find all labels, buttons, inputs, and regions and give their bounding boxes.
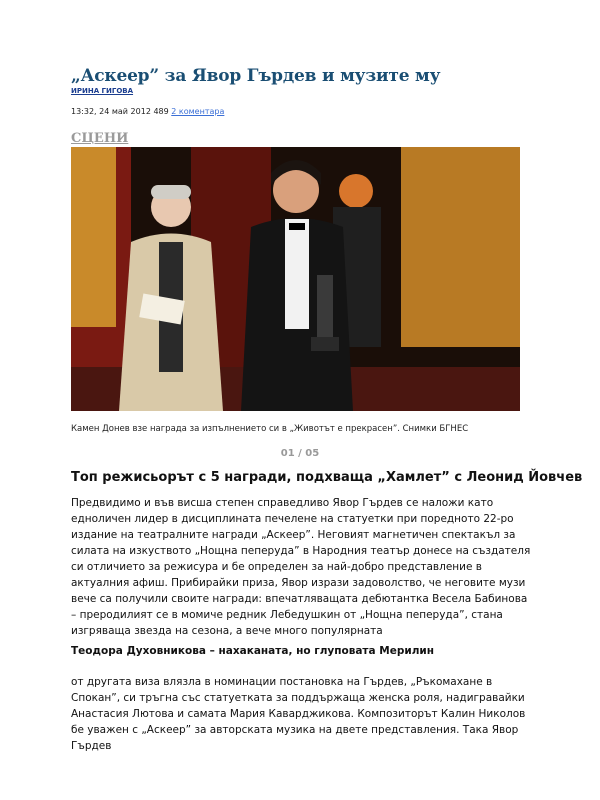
section-link[interactable]: СЦЕНИ	[71, 131, 129, 146]
trophy-statuette	[317, 275, 333, 347]
article-paragraph-2: от другата виза влязла в номинации постановка на Гърдев, „Ръкомахане в Спокан”, си тръгна със статуетката за поддържаща женска роля, надигравайки Анастасия Лютова и самата Мария Каварджикова. Композиторът Калин Николов бе уважен с „Аскеер” за авторската музика на двете представления. Така Явор Гърдев	[71, 676, 526, 752]
trophy-base	[311, 337, 339, 351]
gold-pillar-left	[71, 147, 116, 327]
article-subheading: Топ режисьорът с 5 награди, подхваща „Хамлет” с Леонид Йовчев	[71, 470, 583, 485]
article-title: „Аскеер” за Явор Гърдев и музите му	[71, 66, 441, 86]
article-meta	[71, 107, 224, 116]
gallery-counter: 01 / 05	[280, 448, 320, 459]
author-link[interactable]: ИРИНА ГИГОВА	[71, 87, 134, 95]
background-figure-head	[339, 174, 373, 208]
article-photo	[71, 147, 520, 411]
article-subheading-2: Теодора Духовникова – нахаканата, но глуповата Мерилин	[71, 645, 434, 657]
photo-caption: Камен Донев взе награда за изпълнението си в „Животът е прекрасен”. Снимки БГНЕС	[71, 424, 469, 434]
meta-text: 13:32, 24 май 2012 489	[71, 107, 169, 116]
gold-pillar-right	[401, 147, 520, 347]
bow-tie	[289, 223, 305, 230]
woman-hair	[151, 185, 191, 199]
article-paragraph-1: Предвидимо и във висша степен справедливо Явор Гърдев се наложи като едноличен лидер в дисциплината печелене на статуетки при поредното 22-ро издание на театралните награди „Аскеер”. Неговият магнетичен спектакъл за силата на изкуството „Нощна пеперуда” в Народния театър донесе на създателя си отличието за режисура и бе определен за най-добро представление в актуалния афиш. Прибирайки приза, Явор изрази задоволство, че неговите музи вече са получили своите награди: впечатляващата дебютантка Весела Бабинова – преродилият се в момиче редник Лебедушкин от „Нощна пеперуда”, стана изгряваща звезда на сезона, а вече много популярната	[71, 497, 531, 637]
man-shirt	[285, 219, 309, 329]
comments-link[interactable]: 2 коментара	[171, 107, 225, 116]
